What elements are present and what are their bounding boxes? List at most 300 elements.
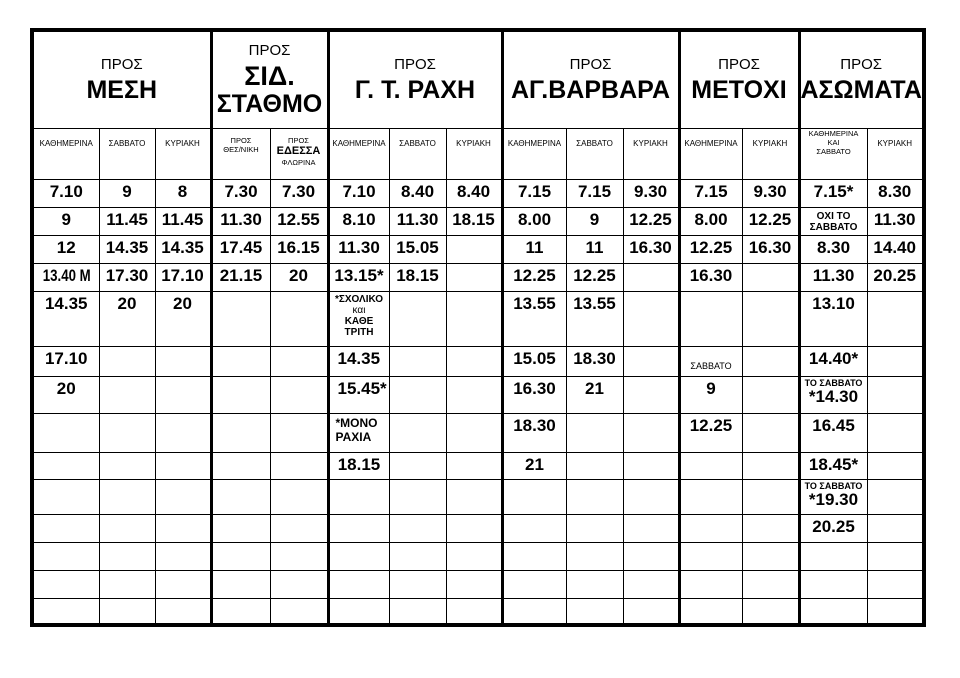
time-value	[447, 571, 501, 573]
sub-line-florina: ΦΛΩΡΙΝΑ	[281, 157, 316, 167]
time-value	[447, 377, 501, 379]
schedule-cell	[99, 346, 155, 376]
schedule-cell	[32, 570, 99, 598]
schedule-cell	[270, 263, 328, 291]
schedule-cell	[32, 514, 99, 542]
schedule-cell	[99, 207, 155, 235]
time-value	[271, 414, 327, 416]
time-value	[868, 480, 922, 482]
schedule-cell	[270, 413, 328, 452]
time-value: 20.25	[812, 516, 855, 536]
schedule-cell	[502, 452, 566, 479]
schedule-cell	[502, 207, 566, 235]
time-value: 13.55	[513, 293, 556, 313]
time-value	[624, 480, 678, 482]
time-value	[567, 414, 623, 416]
schedule-cell	[623, 452, 679, 479]
time-value: 20	[173, 293, 192, 313]
schedule-cell	[679, 514, 742, 542]
time-value	[271, 543, 327, 545]
schedule-cell	[799, 479, 867, 514]
table-row	[32, 263, 924, 291]
subheader-raxi-sunday: ΚΥΡΙΑΚΗ	[446, 128, 502, 179]
schedule-cell	[211, 235, 270, 263]
time-value	[271, 347, 327, 349]
time-value	[743, 571, 798, 573]
time-value	[100, 599, 155, 601]
table-row	[32, 179, 924, 207]
time-value	[390, 347, 446, 349]
time-value	[100, 480, 155, 482]
schedule-cell	[502, 413, 566, 452]
schedule-cell	[389, 598, 446, 625]
schedule-cell	[742, 542, 799, 570]
time-value	[100, 347, 155, 349]
time-value	[743, 414, 798, 416]
bus-schedule-table	[30, 28, 926, 627]
table-row	[32, 376, 924, 413]
time-value	[156, 453, 210, 455]
schedule-cell	[270, 542, 328, 570]
time-value	[504, 480, 566, 482]
schedule-cell	[389, 346, 446, 376]
time-value	[390, 543, 446, 545]
schedule-cell	[389, 514, 446, 542]
schedule-cell	[270, 376, 328, 413]
time-value	[681, 543, 742, 545]
time-value	[681, 515, 742, 517]
time-value	[624, 264, 678, 266]
time-value	[213, 453, 270, 455]
sub-line: ΠΡΟΣ	[288, 135, 309, 145]
pros-label: ΠΡΟΣ	[840, 56, 883, 74]
time-value	[156, 543, 210, 545]
schedule-cell	[679, 542, 742, 570]
time-value: 16.15	[277, 237, 320, 257]
table-row	[32, 542, 924, 570]
time-value: ΣΑΒΒΑΤΟ	[690, 360, 732, 371]
schedule-cell	[155, 346, 211, 376]
schedule-cell	[566, 542, 623, 570]
time-value: 18.45*	[808, 454, 859, 474]
schedule-cell	[211, 179, 270, 207]
time-value: 15.05	[396, 237, 439, 257]
time-value	[447, 515, 501, 517]
time-value: 21.15	[219, 265, 263, 285]
schedule-cell	[32, 598, 99, 625]
time-value	[271, 599, 327, 601]
schedule-cell	[566, 179, 623, 207]
time-value	[213, 543, 270, 545]
schedule-cell	[566, 570, 623, 598]
schedule-cell	[623, 376, 679, 413]
schedule-cell	[679, 207, 742, 235]
time-value	[624, 599, 678, 601]
schedule-cell	[270, 514, 328, 542]
schedule-cell	[566, 376, 623, 413]
pros-label: ΠΡΟΣ	[394, 56, 436, 74]
schedule-cell	[799, 514, 867, 542]
schedule-cell	[566, 452, 623, 479]
table-row	[32, 514, 924, 542]
time-value: 8	[177, 181, 188, 201]
time-value: 17.10	[161, 265, 204, 285]
time-value	[504, 515, 566, 517]
schedule-cell	[328, 235, 389, 263]
sub-line: ΣΑΒΒΑΤΟ	[816, 146, 851, 156]
schedule-cell	[211, 598, 270, 625]
note-line: ΡΑΧΙΑ	[335, 429, 372, 444]
saturday-time: *14.30	[808, 386, 859, 406]
time-value	[100, 453, 155, 455]
schedule-cell	[99, 263, 155, 291]
schedule-cell	[155, 376, 211, 413]
schedule-cell	[679, 479, 742, 514]
time-value	[100, 515, 155, 517]
time-value	[390, 453, 446, 455]
schedule-cell	[32, 207, 99, 235]
schedule-cell	[389, 207, 446, 235]
time-value: 11.30	[873, 209, 916, 229]
destination-stathmo-line1: ΣΙΔ.	[244, 61, 295, 92]
time-value: 9.30	[633, 181, 668, 201]
schedule-cell	[270, 598, 328, 625]
sub-line: ΠΡΟΣ	[230, 135, 252, 145]
time-value	[156, 347, 210, 349]
schedule-cell	[566, 291, 623, 346]
time-value	[868, 292, 922, 294]
schedule-cell	[742, 291, 799, 346]
time-value	[743, 377, 798, 379]
schedule-cell	[742, 346, 799, 376]
time-value: 13.15*	[334, 265, 384, 285]
schedule-cell	[742, 452, 799, 479]
subheader-varvara-daily: ΚΑΘΗΜΕΡΙΝΑ	[502, 128, 566, 179]
time-value	[34, 571, 99, 573]
schedule-cell	[155, 598, 211, 625]
schedule-cell	[742, 235, 799, 263]
subheader-stathmo-edessa	[270, 128, 328, 179]
time-value	[330, 480, 389, 482]
time-value	[390, 480, 446, 482]
time-value: 21	[525, 454, 544, 474]
schedule-cell	[211, 570, 270, 598]
schedule-cell	[389, 413, 446, 452]
time-value: 9.30	[753, 181, 787, 201]
destination-asomata: ΑΣΩΜΑΤΑ	[800, 76, 922, 105]
schedule-cell	[32, 291, 99, 346]
time-value	[868, 599, 922, 601]
schedule-cell	[679, 263, 742, 291]
pros-label: ΠΡΟΣ	[248, 42, 291, 60]
time-value: 11.30	[220, 209, 262, 229]
time-value	[100, 543, 155, 545]
schedule-cell	[623, 570, 679, 598]
time-value	[447, 543, 501, 545]
schedule-cell	[867, 235, 924, 263]
time-value	[624, 515, 678, 517]
schedule-cell	[211, 413, 270, 452]
schedule-cell	[446, 235, 502, 263]
time-value	[271, 292, 327, 294]
time-value: 18.15	[337, 454, 381, 474]
time-value	[330, 599, 389, 601]
schedule-cell	[32, 542, 99, 570]
time-value: 8.00	[517, 209, 552, 229]
schedule-cell	[867, 263, 924, 291]
schedule-cell	[502, 291, 566, 346]
schedule-cell	[502, 598, 566, 625]
schedule-cell	[679, 179, 742, 207]
schedule-cell	[270, 291, 328, 346]
note-line: *ΜΟΝΟ	[335, 415, 378, 430]
time-value: 13.55	[573, 293, 616, 313]
schedule-cell	[32, 179, 99, 207]
time-value	[743, 543, 798, 545]
time-value: 14.40*	[808, 348, 859, 368]
time-value	[213, 480, 270, 482]
schedule-cell	[742, 207, 799, 235]
schedule-cell	[742, 514, 799, 542]
subheader-mesi-daily: ΚΑΘΗΜΕΡΙΝΑ	[32, 128, 99, 179]
time-value: 7.15	[517, 181, 552, 201]
time-value	[447, 347, 501, 349]
table-row	[32, 291, 924, 346]
time-value	[801, 571, 867, 573]
schedule-cell	[328, 598, 389, 625]
schedule-cell	[799, 346, 867, 376]
time-value: 7.30	[224, 181, 258, 201]
time-value	[447, 292, 501, 294]
schedule-cell	[211, 542, 270, 570]
time-value	[390, 571, 446, 573]
time-value: 20.25	[873, 265, 916, 285]
schedule-cell	[328, 207, 389, 235]
time-value	[868, 453, 922, 455]
schedule-cell	[389, 179, 446, 207]
schedule-cell	[270, 207, 328, 235]
schedule-cell	[446, 479, 502, 514]
time-value	[390, 292, 446, 294]
schedule-cell	[270, 570, 328, 598]
note-mono-raxia	[330, 414, 389, 444]
time-value: 12	[56, 237, 76, 257]
schedule-cell	[623, 263, 679, 291]
time-value	[868, 515, 922, 517]
schedule-cell	[211, 346, 270, 376]
schedule-cell	[211, 452, 270, 479]
schedule-cell	[155, 291, 211, 346]
subheader-varvara-saturday: ΣΑΒΒΑΤΟ	[566, 128, 623, 179]
sub-line-edessa: ΕΔΕΣΣΑ	[276, 144, 321, 157]
schedule-cell	[32, 376, 99, 413]
schedule-cell	[623, 598, 679, 625]
time-value	[504, 599, 566, 601]
schedule-cell	[623, 207, 679, 235]
schedule-cell	[502, 542, 566, 570]
subheader-mesi-sunday: ΚΥΡΙΑΚΗ	[155, 128, 211, 179]
schedule-cell	[867, 570, 924, 598]
time-value: 15.05	[513, 348, 556, 368]
schedule-cell	[742, 376, 799, 413]
time-value	[868, 377, 922, 379]
time-value: 7.15	[577, 181, 612, 201]
time-value	[567, 543, 623, 545]
time-value: 12.25	[689, 415, 733, 435]
schedule-cell	[270, 235, 328, 263]
schedule-cell	[566, 514, 623, 542]
time-value: 18.15	[452, 209, 495, 229]
time-value	[156, 599, 210, 601]
time-value	[567, 571, 623, 573]
time-value: 12.25	[689, 237, 733, 257]
time-value: 11.45	[161, 209, 204, 229]
time-value	[213, 515, 270, 517]
schedule-cell	[502, 570, 566, 598]
time-value	[743, 515, 798, 517]
saturday-label: ΤΟ ΣΑΒΒΑΤΟ	[804, 480, 863, 491]
time-value	[156, 515, 210, 517]
time-value	[34, 453, 99, 455]
time-value: 8.00	[694, 209, 728, 229]
time-value	[100, 414, 155, 416]
time-value	[624, 453, 678, 455]
time-value	[156, 480, 210, 482]
time-value	[34, 515, 99, 517]
time-value	[504, 571, 566, 573]
schedule-cell	[623, 346, 679, 376]
schedule-cell	[446, 207, 502, 235]
time-value: 8.40	[456, 181, 491, 201]
schedule-cell	[867, 452, 924, 479]
schedule-cell	[566, 263, 623, 291]
schedule-cell	[99, 542, 155, 570]
schedule-cell	[679, 346, 742, 376]
time-value	[743, 347, 798, 349]
note-line: ΚΑΘΕ	[344, 315, 374, 327]
time-value	[271, 515, 327, 517]
time-value	[567, 453, 623, 455]
schedule-cell	[446, 376, 502, 413]
header-stathmo	[211, 30, 328, 128]
time-value	[271, 571, 327, 573]
destination-varvara: ΑΓ.ΒΑΡΒΑΡΑ	[510, 76, 671, 105]
time-value	[567, 515, 623, 517]
schedule-cell	[270, 452, 328, 479]
schedule-cell	[155, 514, 211, 542]
schedule-cell	[389, 542, 446, 570]
schedule-cell	[867, 207, 924, 235]
schedule-cell	[328, 570, 389, 598]
schedule-cell	[389, 452, 446, 479]
schedule-cell	[211, 263, 270, 291]
time-value	[271, 480, 327, 482]
time-value	[390, 515, 446, 517]
schedule-cell	[155, 542, 211, 570]
schedule-cell	[799, 263, 867, 291]
header-varvara	[502, 30, 679, 128]
schedule-cell	[799, 542, 867, 570]
schedule-cell	[155, 570, 211, 598]
schedule-cell	[328, 479, 389, 514]
time-value: 14.40	[873, 237, 916, 257]
schedule-cell	[211, 514, 270, 542]
time-value: 11	[585, 237, 604, 257]
time-value: 13.40 Μ	[42, 265, 91, 285]
time-value	[213, 377, 270, 379]
note-line: και	[352, 304, 366, 316]
table-row	[32, 346, 924, 376]
time-value	[390, 414, 446, 416]
time-value: 9	[122, 181, 132, 201]
schedule-cell	[799, 413, 867, 452]
time-value	[624, 292, 678, 294]
schedule-cell	[502, 179, 566, 207]
time-value: 21	[585, 378, 604, 398]
header-mesi	[32, 30, 211, 128]
schedule-cell	[155, 207, 211, 235]
schedule-cell	[99, 598, 155, 625]
schedule-cell	[32, 413, 99, 452]
time-value	[213, 599, 270, 601]
schedule-cell	[799, 207, 867, 235]
time-value	[447, 599, 501, 601]
time-value	[504, 543, 566, 545]
schedule-cell	[867, 598, 924, 625]
time-value: 11.45	[106, 209, 148, 229]
table-row	[32, 207, 924, 235]
schedule-cell	[799, 291, 867, 346]
time-value	[624, 377, 678, 379]
time-value	[868, 414, 922, 416]
time-value	[868, 571, 922, 573]
time-value: 17.30	[105, 265, 149, 285]
schedule-cell	[799, 235, 867, 263]
schedule-cell	[389, 479, 446, 514]
saturday-time: *19.30	[808, 489, 859, 509]
time-value	[213, 292, 270, 294]
schedule-cell	[155, 479, 211, 514]
schedule-cell	[679, 291, 742, 346]
time-value: 11.30	[396, 209, 439, 229]
subheader-metoxi-daily: ΚΑΘΗΜΕΡΙΝΑ	[679, 128, 742, 179]
time-value: 9	[589, 209, 600, 229]
time-value: 12.25	[573, 265, 616, 285]
time-value: 14.35	[105, 237, 149, 257]
time-value	[743, 480, 798, 482]
destination-mesi: ΜΕΣΗ	[86, 76, 158, 105]
schedule-cell	[742, 598, 799, 625]
schedule-cell	[623, 179, 679, 207]
schedule-cell	[799, 598, 867, 625]
schedule-cell	[32, 479, 99, 514]
time-value	[447, 480, 501, 482]
schedule-cell	[679, 570, 742, 598]
sub-line: ΚΑΘΗΜΕΡΙΝΑ	[808, 128, 859, 138]
subheader-raxi-daily: ΚΑΘΗΜΕΡΙΝΑ	[328, 128, 389, 179]
schedule-cell	[155, 235, 211, 263]
time-value	[390, 377, 446, 379]
table-row	[32, 570, 924, 598]
schedule-cell	[32, 235, 99, 263]
time-value: 8.40	[400, 181, 435, 201]
schedule-cell	[389, 570, 446, 598]
time-value	[447, 453, 501, 455]
schedule-cell	[502, 514, 566, 542]
schedule-cell	[446, 542, 502, 570]
table-row	[32, 479, 924, 514]
time-value	[567, 480, 623, 482]
